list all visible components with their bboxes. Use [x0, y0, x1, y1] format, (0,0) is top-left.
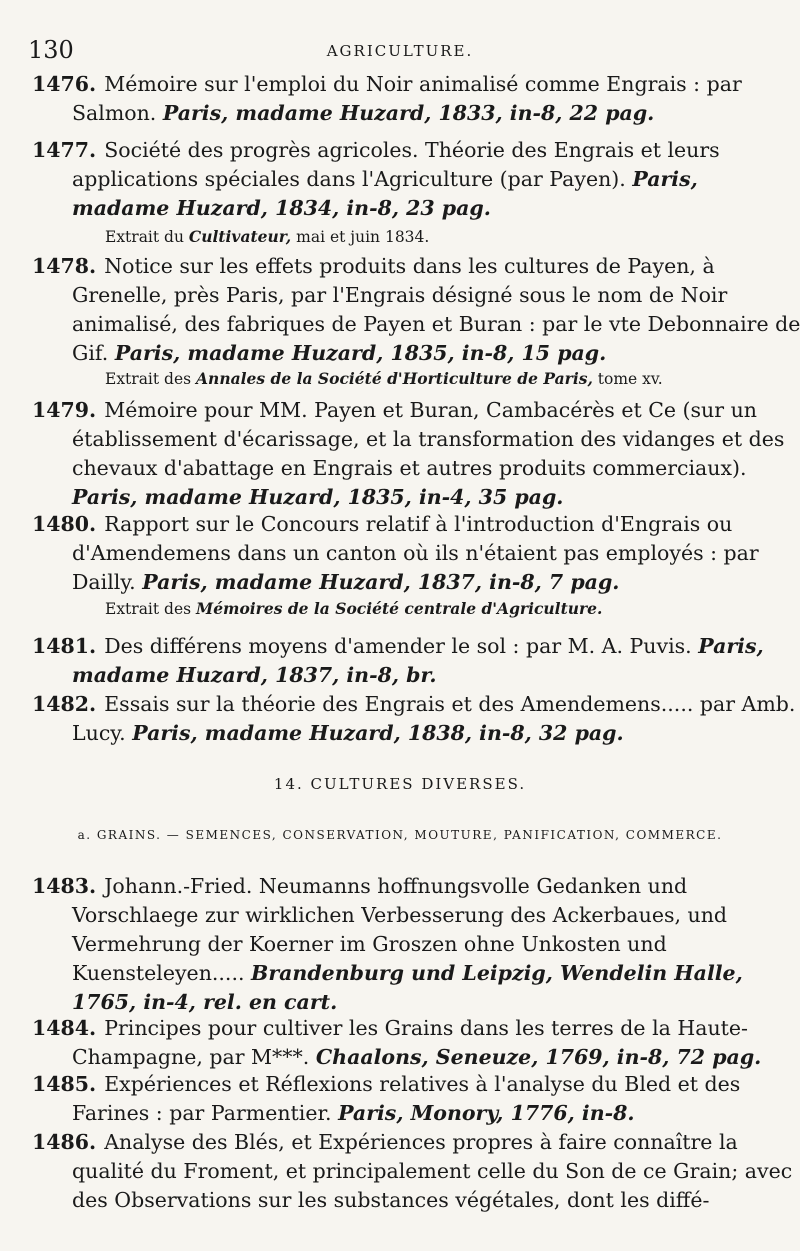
entry-number: 1483.: [32, 874, 97, 898]
entry-text: Notice sur les effets produits dans les cultures de Payen, à Grenelle, près Paris, par l'Engrais désigné sous le nom de Noir animalisé, des fabriques de Payen et Buran : par le vte Debonnaire de Gif.: [72, 254, 800, 365]
entry-number: 1477.: [32, 138, 97, 162]
page-header: [0, 36, 800, 66]
entry-imprint: Paris, madame Huzard, 1835, in-4, 35 pag.: [72, 485, 564, 509]
entry-1477: [32, 136, 800, 223]
entry-1478: [32, 252, 800, 368]
entry-1479: [32, 396, 800, 512]
entry-number: 1486.: [32, 1130, 97, 1154]
note-prefix: Extrait du: [105, 228, 189, 246]
entry-text: Mémoire sur l'emploi du Noir animalisé comme Engrais : par Salmon.: [72, 72, 742, 125]
entry-1485: [32, 1070, 800, 1128]
entry-number: 1479.: [32, 398, 97, 422]
running-head: AGRICULTURE.: [326, 42, 474, 60]
entry-number: 1484.: [32, 1016, 97, 1040]
entry-text: Principes pour cultiver les Grains dans les terres de la Haute-Champagne, par M***.: [72, 1016, 748, 1069]
entry-text: Rapport sur le Concours relatif à l'introduction d'Engrais ou d'Amendemens dans un canton où ils n'étaient pas employés : par Dailly.: [72, 512, 759, 594]
entry-imprint: Paris, madame Huzard, 1837, in-8, br.: [72, 634, 764, 687]
entry-imprint: Paris, Monory, 1776, in-8.: [338, 1101, 635, 1125]
entry-1476: [32, 70, 800, 128]
entry-text: Johann.-Fried. Neumanns hoffnungsvolle Gedanken und Vorschlaege zur wirklichen Verbesserung des Ackerbaues, und Vermehrung der Koerner im Groszen ohne Unkosten und Kuensteleyen.....: [72, 874, 728, 985]
entry-text: Mémoire pour MM. Payen et Buran, Cambacérès et Ce (sur un établissement d'écarissage, et la transformation des vidanges et des chevaux d'abattage en Engrais et autres produits commerciaux).: [72, 398, 785, 480]
entry-text: Société des progrès agricoles. Théorie des Engrais et leurs applications spéciales dans l'Agriculture (par Payen).: [72, 138, 720, 191]
entry-text: Des différens moyens d'amender le sol : par M. A. Puvis.: [104, 634, 692, 658]
entry-number: 1482.: [32, 692, 97, 716]
entry-1480: [32, 510, 800, 597]
note-1478: [105, 368, 775, 390]
entry-imprint: Paris, madame Huzard, 1833, in-8, 22 pag.: [162, 101, 655, 125]
entry-text: Essais sur la théorie des Engrais et des Amendemens..... par Amb. Lucy.: [72, 692, 796, 745]
note-suffix: mai et juin 1834.: [291, 228, 430, 246]
entry-imprint: Paris, madame Huzard, 1838, in-8, 32 pag.: [132, 721, 624, 745]
note-source-title: Annales de la Société d'Horticulture de Paris,: [196, 369, 593, 388]
entry-number: 1480.: [32, 512, 97, 536]
note-prefix: Extrait des: [105, 600, 197, 618]
entry-number: 1481.: [32, 634, 97, 658]
entry-imprint: Chaalons, Seneuze, 1769, in-8, 72 pag.: [315, 1045, 762, 1069]
entry-1484: [32, 1014, 800, 1072]
note-source-title: Mémoires de la Société centrale d'Agriculture.: [196, 599, 603, 618]
subsection-title: a. GRAINS. — SEMENCES, CONSERVATION, MOUTURE, PANIFICATION, COMMERCE.: [77, 828, 723, 842]
section-title: 14. CULTURES DIVERSES.: [273, 775, 527, 793]
entry-number: 1478.: [32, 254, 97, 278]
entry-1486: [32, 1128, 800, 1215]
entry-imprint: Paris, madame Huzard, 1837, in-8, 7 pag.: [142, 570, 620, 594]
entry-1482: [32, 690, 800, 748]
page-number: 130: [28, 36, 74, 64]
entry-imprint: Brandenburg und Leipzig, Wendelin Halle, 1765, in-4, rel. en cart.: [72, 961, 743, 1014]
entry-number: 1476.: [32, 72, 97, 96]
entry-text: Analyse des Blés, et Expériences propres à faire connaître la qualité du Froment, et principalement celle du Son de ce Grain; avec des Observations sur les substances végétales, dont les diffé-: [72, 1130, 793, 1212]
note-1480: [105, 598, 775, 620]
entry-text: Expériences et Réflexions relatives à l'analyse du Bled et des Farines : par Parmentier.: [72, 1072, 741, 1125]
note-1477: [105, 226, 775, 248]
entry-1483: [32, 872, 800, 1017]
note-prefix: Extrait des: [105, 370, 197, 388]
entry-imprint: Paris, madame Huzard, 1835, in-8, 15 pag.: [114, 341, 607, 365]
entry-number: 1485.: [32, 1072, 97, 1096]
entry-1481: [32, 632, 800, 690]
entry-imprint: Paris, madame Huzard, 1834, in-8, 23 pag.: [72, 167, 698, 220]
note-suffix: tome xv.: [592, 370, 663, 388]
note-source-title: Cultivateur,: [188, 227, 292, 246]
